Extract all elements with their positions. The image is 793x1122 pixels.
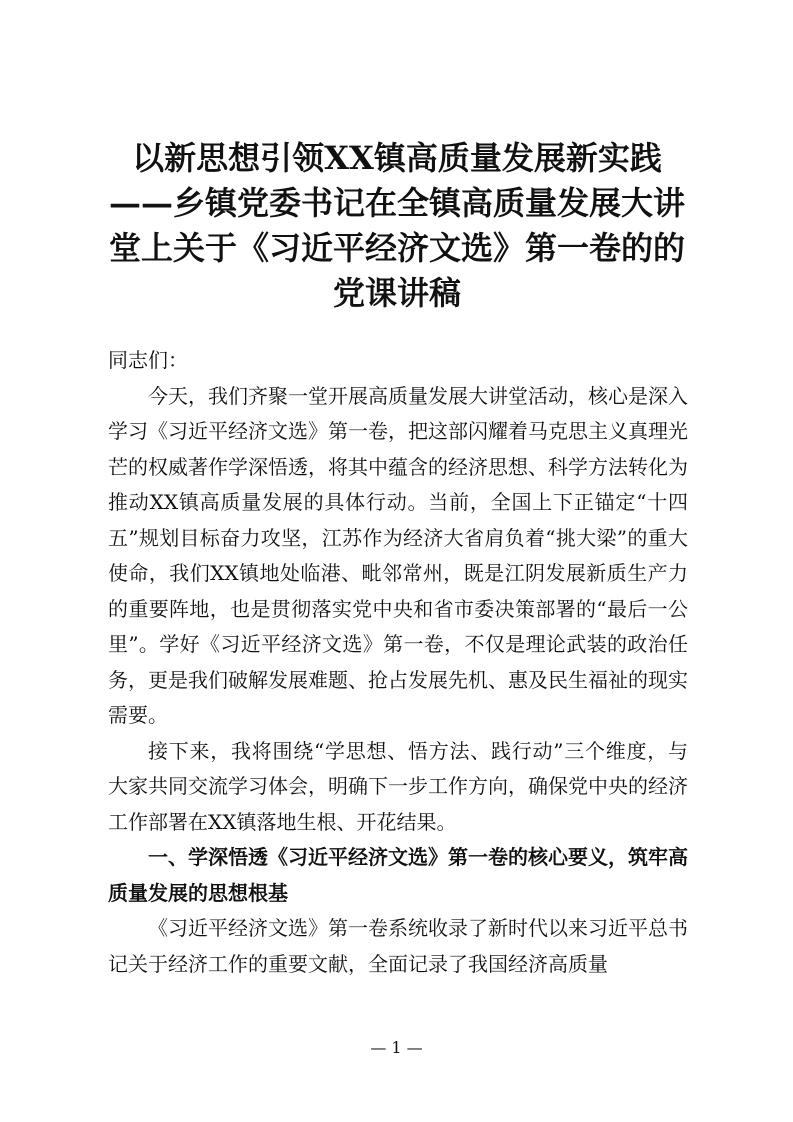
paragraph-outline: 接下来，我将围绕“学思想、悟方法、践行动”三个维度，与大家共同交流学习体会，明确下一步工作方向，确保党中央的经济工作部署在XX镇落地生根、开花结果。 (108, 738, 688, 834)
document-title: 以新思想引领XX镇高质量发展新实践——乡镇党委书记在全镇高质量发展大讲堂上关于《习近平经济文选》第一卷的的党课讲稿 (108, 139, 685, 312)
section-heading: 一、学深悟透《习近平经济文选》第一卷的核心要义，筑牢高质量发展的思想根基 (108, 845, 688, 905)
salutation: 同志们： (108, 348, 188, 372)
document-body (108, 343, 688, 982)
paragraph-intro: 今天，我们齐聚一堂开展高质量发展大讲堂活动，核心是深入学习《习近平经济文选》第一卷，把这部闪耀着马克思主义真理光芒的权威著作学深悟透，将其中蕴含的经济思想、科学方法转化为推动XX镇高质量发展的具体行动。当前，全国上下正锚定“十四五”规划目标奋力攻坚，江苏作为经济大省肩负着“挑大梁”的重大使命，我们XX镇地处临港、毗邻常州，既是江阴发展新质生产力的重要阵地，也是贯彻落实党中央和省市委决策部署的“最后一公里”。学好《习近平经济文选》第一卷，不仅是理论武装的政治任务，更是我们破解发展难题、抢占发展先机、惠及民生福祉的现实需要。 (108, 383, 688, 727)
page-number: — 1 — (370, 1038, 423, 1057)
section-paragraph: 《习近平经济文选》第一卷系统收录了新时代以来习近平总书记关于经济工作的重要文献，全面记录了我国经济高质量 (108, 916, 688, 976)
